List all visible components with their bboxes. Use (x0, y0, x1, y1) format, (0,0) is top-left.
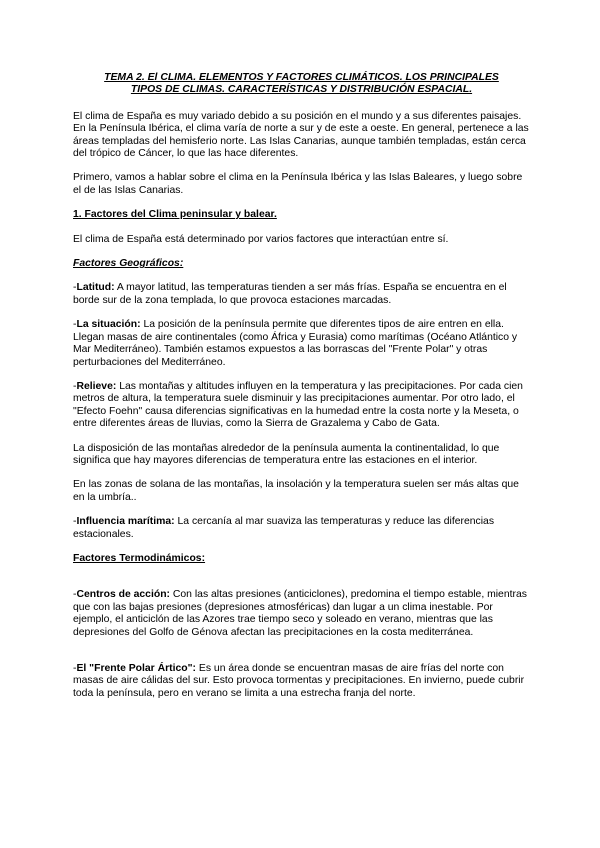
geographic-factors-heading: Factores Geográficos: (73, 258, 184, 270)
frente-paragraph (73, 663, 530, 700)
latitud-text: A mayor latitud, las temperaturas tienden a ser más frías. España se encuentra en el borde sur de la zona templada, lo que provoca estaciones marcadas. (73, 282, 507, 306)
maritima-paragraph (73, 516, 530, 541)
situacion-paragraph (73, 319, 530, 369)
bullet-dash: - (73, 516, 77, 528)
solana-paragraph: En las zonas de solana de las montañas, la insolación y la temperatura suelen ser más altas que en la umbría.. (73, 479, 519, 503)
maritima-text: La cercanía al mar suaviza las temperaturas y reduce las diferencias estacionales. (73, 516, 495, 540)
bullet-dash: - (73, 380, 77, 392)
bullet-dash: - (73, 319, 77, 331)
title-line-2: TIPOS DE CLIMAS. CARACTERÍSTICAS Y DISTRIBUCIÓN ESPACIAL. (130, 84, 473, 96)
centros-label: Centros de acción: (76, 589, 171, 601)
latitud-label: Latitud: (76, 282, 115, 294)
intro-paragraph-2: Primero, vamos a hablar sobre el clima en la Península Ibérica y las Islas Baleares, y luego sobre el de las Islas Canarias. (73, 172, 523, 196)
document-title (73, 72, 530, 97)
section-1-heading: 1. Factores del Clima peninsular y balear. (73, 209, 277, 221)
latitud-paragraph (73, 282, 530, 307)
maritima-label: Influencia marítima: (76, 516, 175, 528)
relieve-paragraph (73, 381, 530, 431)
centros-text: Con las altas presiones (anticiclones), predomina el tiempo estable, mientras que con las bajas presiones (depresiones atmosféricas) dan lugar a un clima inestable. Por ejemplo, el anticiclón de las Azores trae tiempo seco y soleado en verano, mientras que las depresiones del Golfo de Génova afectan las precipitaciones en la costa mediterránea. (73, 589, 527, 638)
bullet-dash: - (73, 589, 77, 601)
document-page (73, 72, 530, 700)
centros-paragraph (73, 589, 530, 639)
frente-label: El "Frente Polar Ártico": (76, 663, 197, 674)
bullet-dash: - (73, 282, 77, 294)
title-line-1: TEMA 2. El CLIMA. ELEMENTOS Y FACTORES CLIMÁTICOS. LOS PRINCIPALES (104, 72, 499, 83)
frente-text: Es un área donde se encuentran masas de aire frías del norte con masas de aire cálidas del sur. Esto provoca tormentas y precipitaciones. En invierno, puede cubrir toda la península, pero en verano se limita a una estrecha franja del norte. (73, 663, 525, 699)
situacion-label: La situación: (76, 319, 141, 331)
thermodynamic-factors-heading: Factores Termodinámicos: (73, 552, 206, 564)
relieve-label: Relieve: (76, 380, 117, 392)
intro-paragraph-1: El clima de España es muy variado debido a su posición en el mundo y a sus diferentes paisajes. En la Península Ibérica, el clima varía de norte a sur y de este a oeste. En general, pertenece a las áreas templadas del hemisferio norte. Las Islas Canarias, aunque también templadas, están cerca del trópico de Cáncer, lo que las hace diferentes. (73, 110, 529, 160)
situacion-text: La posición de la península permite que diferentes tipos de aire entren en ella. Llegan masas de aire continentales (como África y Eurasia) como marítimas (Océano Atlántico y Mar Mediterráneo). También estamos expuestos a las borrascas del "Frente Polar" y otras perturbaciones del Mediterráneo. (73, 319, 518, 368)
relieve-text: Las montañas y altitudes influyen en la temperatura y las precipitaciones. Por cada cien metros de altura, la temperatura suele disminuir y las precipitaciones aumentar. Por otro lado, el "Efecto Foehn" causa diferencias significativas en la humedad entre la costa norte y la Meseta, o entre diferentes áreas de lluvias, como la Sierra de Grazalema y Cabo de Gata. (73, 380, 523, 430)
bullet-dash: - (73, 663, 77, 674)
section-1-text: El clima de España está determinado por varios factores que interactúan entre sí. (73, 233, 449, 245)
disposicion-paragraph: La disposición de las montañas alrededor de la península aumenta la continentalidad, lo que significa que hay mayores diferencias de temperatura entre las estaciones en el interior. (73, 442, 500, 466)
